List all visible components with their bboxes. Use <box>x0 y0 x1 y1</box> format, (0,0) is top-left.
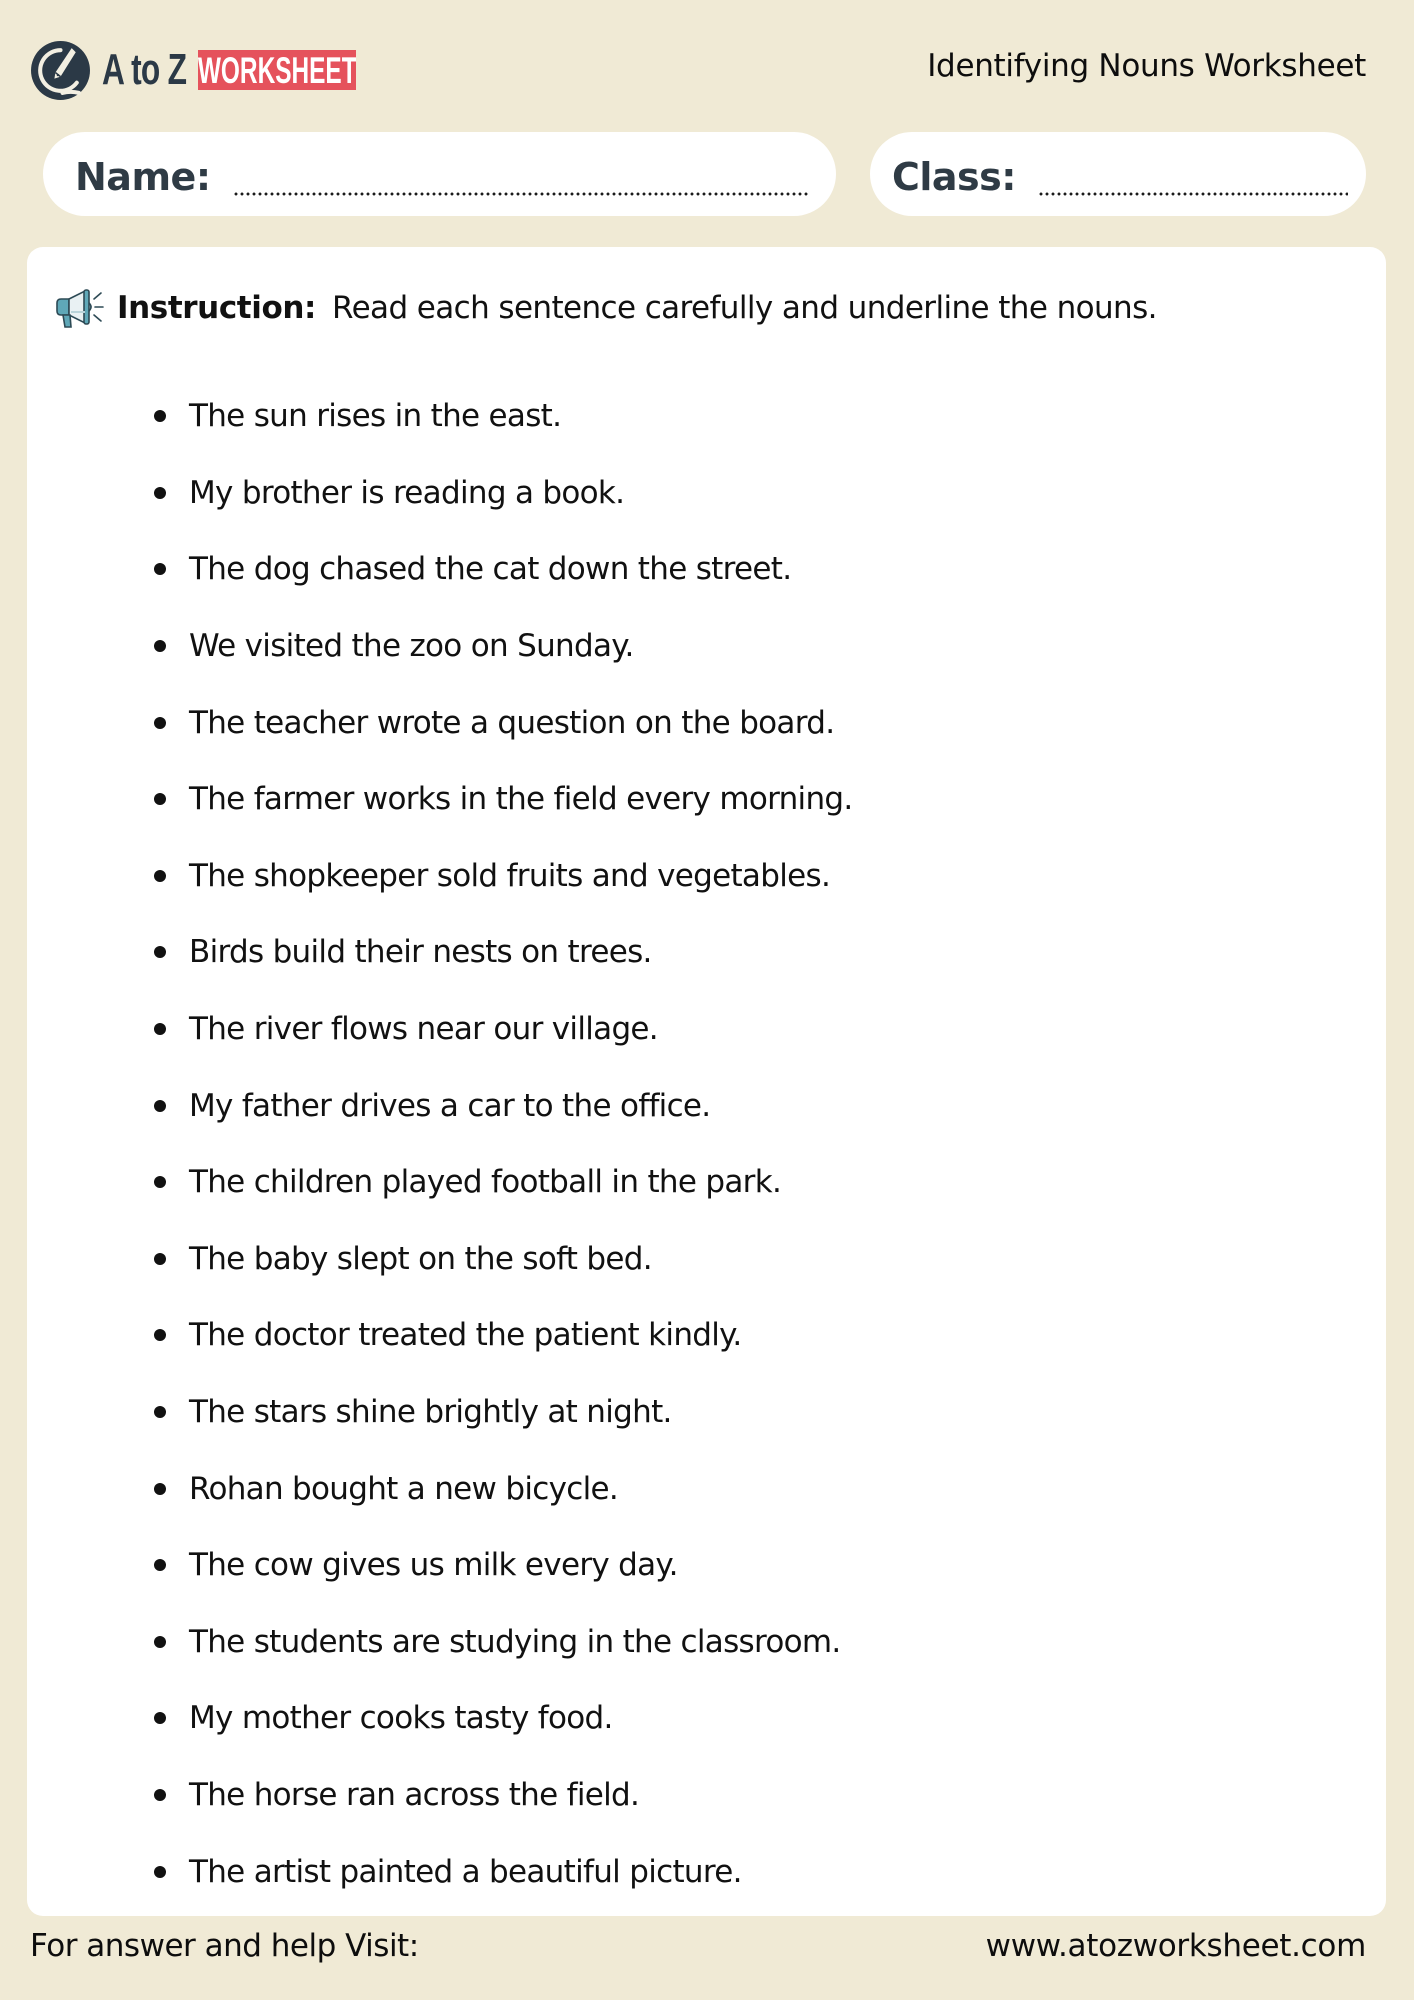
sentence-item-5 <box>154 684 853 761</box>
bullet-icon <box>154 946 166 958</box>
bullet-icon <box>154 1866 166 1878</box>
sentence-text[interactable]: Rohan bought a new bicycle. <box>189 1470 619 1507</box>
bullet-icon <box>154 1100 166 1112</box>
sentence-text[interactable]: The children played football in the park. <box>189 1164 782 1201</box>
sentence-text[interactable]: My brother is reading a book. <box>189 474 625 511</box>
sentence-item-10 <box>154 1067 853 1144</box>
sentence-text[interactable]: We visited the zoo on Sunday. <box>189 628 634 665</box>
megaphone-icon <box>55 285 105 331</box>
bullet-icon <box>154 640 166 652</box>
sentence-item-6 <box>154 761 853 838</box>
sentence-item-16 <box>154 1527 853 1604</box>
name-dotted-line[interactable] <box>233 192 809 196</box>
instruction-row <box>55 285 1157 331</box>
sentence-item-9 <box>154 991 853 1068</box>
bullet-icon <box>154 1559 166 1571</box>
bullet-icon <box>154 793 166 805</box>
sentence-item-1 <box>154 378 853 455</box>
sentence-item-13 <box>154 1297 853 1374</box>
sentence-list <box>154 378 853 1910</box>
class-field[interactable] <box>870 132 1366 216</box>
logo-badge <box>198 50 356 90</box>
class-label: Class: <box>892 155 1016 199</box>
footer-help-text: For answer and help Visit: <box>30 1928 419 1964</box>
bullet-icon <box>154 487 166 499</box>
sentence-item-3 <box>154 531 853 608</box>
bullet-icon <box>154 1483 166 1495</box>
sentence-text[interactable]: The stars shine brightly at night. <box>189 1394 672 1431</box>
sentence-text[interactable]: The doctor treated the patient kindly. <box>189 1317 742 1354</box>
logo-wordmark: A to Z <box>102 45 187 94</box>
sentence-text[interactable]: The cow gives us milk every day. <box>189 1547 678 1584</box>
bullet-icon <box>154 870 166 882</box>
name-field[interactable] <box>43 132 836 216</box>
sentence-item-2 <box>154 455 853 532</box>
bullet-icon <box>154 1329 166 1341</box>
class-dotted-line[interactable] <box>1038 192 1348 196</box>
sentence-text[interactable]: The river flows near our village. <box>189 1011 658 1048</box>
sentence-text[interactable]: The shopkeeper sold fruits and vegetables. <box>189 857 831 894</box>
bullet-icon <box>154 1023 166 1035</box>
sentence-text[interactable]: The horse ran across the field. <box>189 1776 640 1813</box>
sentence-item-12 <box>154 1221 853 1298</box>
bullet-icon <box>154 1712 166 1724</box>
exercise-card <box>27 247 1386 1916</box>
bullet-icon <box>154 1636 166 1648</box>
brand-logo <box>30 40 356 100</box>
sentence-item-4 <box>154 608 853 685</box>
sentence-text[interactable]: The students are studying in the classroom. <box>189 1623 841 1660</box>
sentence-text[interactable]: Birds build their nests on trees. <box>189 934 652 971</box>
sentence-text[interactable]: The artist painted a beautiful picture. <box>189 1853 742 1890</box>
bullet-icon <box>154 717 166 729</box>
bullet-icon <box>154 1253 166 1265</box>
sentence-text[interactable]: The baby slept on the soft bed. <box>189 1240 652 1277</box>
website-link[interactable]: www.atozworksheet.com <box>985 1928 1366 1964</box>
sentence-text[interactable]: My mother cooks tasty food. <box>189 1700 613 1737</box>
sentence-text[interactable]: The teacher wrote a question on the board. <box>189 704 835 741</box>
bullet-icon <box>154 1789 166 1801</box>
sentence-item-14 <box>154 1374 853 1451</box>
logo-badge-text: WORKSHEET <box>198 50 356 90</box>
sentence-text[interactable]: The dog chased the cat down the street. <box>189 551 792 588</box>
sentence-text[interactable]: The sun rises in the east. <box>189 398 562 435</box>
sentence-item-8 <box>154 914 853 991</box>
bullet-icon <box>154 410 166 422</box>
sentence-item-7 <box>154 838 853 915</box>
bullet-icon <box>154 1406 166 1418</box>
sentence-item-17 <box>154 1604 853 1681</box>
sentence-item-11 <box>154 1144 853 1221</box>
sentence-item-20 <box>154 1833 853 1910</box>
pen-nib-logo-icon <box>30 40 91 101</box>
sentence-item-18 <box>154 1680 853 1757</box>
instruction-text: Read each sentence carefully and underline the nouns. <box>332 290 1157 326</box>
bullet-icon <box>154 1176 166 1188</box>
sentence-item-19 <box>154 1757 853 1834</box>
instruction-label: Instruction: <box>117 290 317 326</box>
sentence-item-15 <box>154 1450 853 1527</box>
bullet-icon <box>154 563 166 575</box>
sentence-text[interactable]: The farmer works in the field every morning. <box>189 781 853 818</box>
sentence-text[interactable]: My father drives a car to the office. <box>189 1087 711 1124</box>
page-title: Identifying Nouns Worksheet <box>927 48 1366 84</box>
name-label: Name: <box>75 155 211 199</box>
